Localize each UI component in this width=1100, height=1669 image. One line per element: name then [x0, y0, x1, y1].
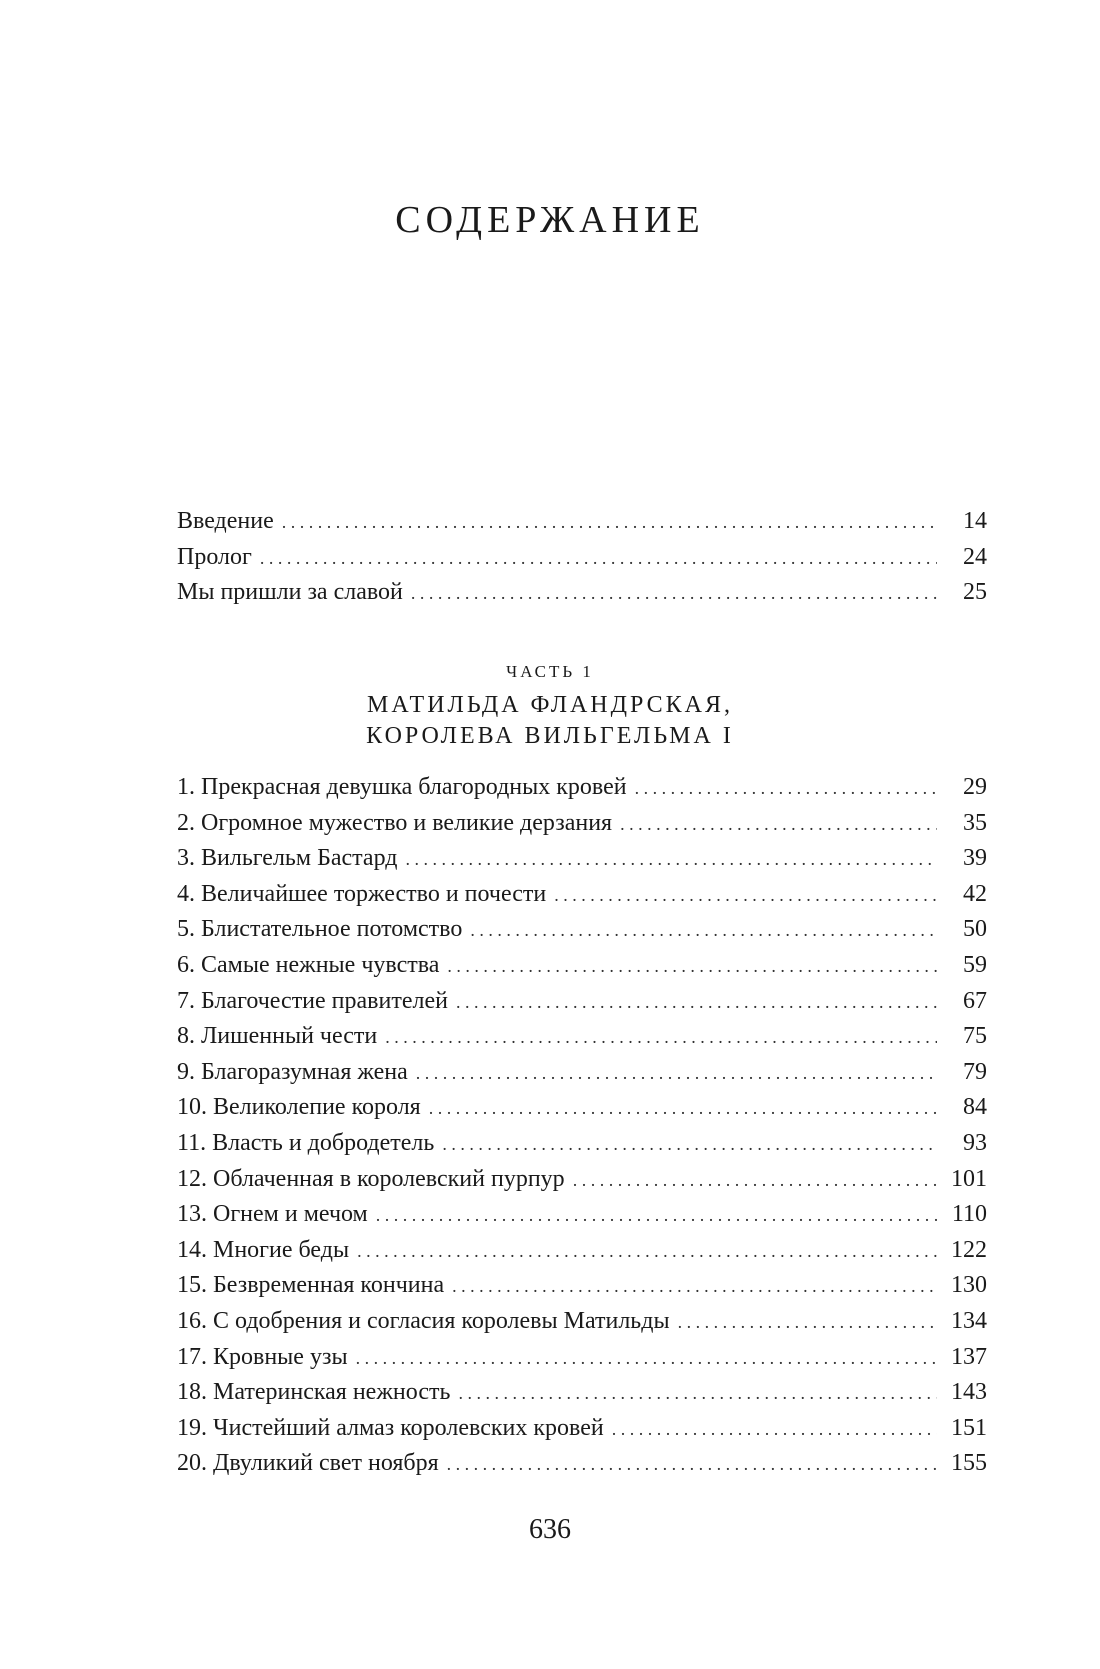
toc-entry-label: 12. Облаченная в королевский пурпур	[177, 1165, 565, 1192]
dot-leader	[458, 1376, 937, 1412]
toc-entry-page: 93	[963, 1129, 987, 1156]
toc-entry-page: 84	[963, 1094, 987, 1121]
toc-entry-label: 13. Огнем и мечом	[177, 1201, 368, 1228]
dot-leader	[405, 842, 937, 878]
toc-entry[interactable]	[177, 877, 987, 913]
page-title: СОДЕРЖАНИЕ	[395, 199, 705, 241]
toc-entry-page: 134	[951, 1307, 987, 1334]
dot-leader	[470, 913, 937, 949]
toc-entry-page: 110	[951, 1201, 987, 1228]
toc-entry-page: 122	[951, 1236, 987, 1263]
dot-leader	[376, 1198, 937, 1234]
part-header	[0, 660, 1100, 752]
toc-entry[interactable]	[177, 841, 987, 877]
toc-chapter-list	[177, 770, 987, 1482]
dot-leader	[612, 1412, 937, 1448]
toc-entry-label: 6. Самые нежные чувства	[177, 951, 440, 978]
dot-leader	[554, 878, 937, 914]
toc-entry-label: 17. Кровные узы	[177, 1343, 348, 1370]
toc-entry-page: 35	[963, 809, 987, 836]
toc-intro-list	[177, 504, 987, 611]
dot-leader	[357, 1234, 937, 1270]
toc-entry-page: 59	[963, 951, 987, 978]
toc-entry[interactable]	[177, 1304, 987, 1340]
part-title	[0, 690, 1100, 752]
toc-entry[interactable]	[177, 1233, 987, 1269]
toc-entry[interactable]	[177, 1340, 987, 1376]
dot-leader	[260, 541, 937, 577]
toc-entry[interactable]	[177, 1411, 987, 1447]
dot-leader	[385, 1020, 937, 1056]
toc-entry-page: 24	[963, 543, 987, 570]
toc-entry-page: 39	[963, 845, 987, 872]
dot-leader	[429, 1091, 937, 1127]
toc-entry-page: 130	[951, 1272, 987, 1299]
dot-leader	[356, 1341, 937, 1377]
dot-leader	[456, 985, 937, 1021]
toc-entry-page: 143	[951, 1379, 987, 1406]
toc-entry[interactable]	[177, 504, 987, 540]
toc-entry-label: 15. Безвременная кончина	[177, 1272, 445, 1299]
toc-entry-label: Пролог	[177, 543, 252, 570]
toc-entry[interactable]	[177, 1268, 987, 1304]
toc-entry-label: 18. Материнская нежность	[177, 1379, 451, 1406]
toc-entry-page: 14	[963, 508, 987, 534]
toc-entry-label: 19. Чистейший алмаз королевских кровей	[177, 1414, 604, 1441]
page-number: 636	[529, 1514, 571, 1545]
dot-leader	[416, 1056, 937, 1092]
toc-entry[interactable]	[177, 912, 987, 948]
toc-entry[interactable]	[177, 1126, 987, 1162]
dot-leader	[620, 807, 937, 843]
toc-entry-label: Введение	[177, 508, 274, 534]
dot-leader	[452, 1269, 937, 1305]
toc-entry-label: 5. Блистательное потомство	[177, 916, 463, 943]
toc-entry-page: 151	[951, 1414, 987, 1441]
toc-entry-label: 11. Власть и добродетель	[177, 1129, 435, 1156]
toc-entry[interactable]	[177, 1090, 987, 1126]
toc-entry-page: 155	[951, 1450, 987, 1477]
toc-entry[interactable]	[177, 1375, 987, 1411]
toc-entry-label: 9. Благоразумная жена	[177, 1058, 408, 1085]
toc-entry-label: 2. Огромное мужество и великие дерзания	[177, 809, 613, 836]
toc-entry-label: Мы пришли за славой	[177, 579, 403, 606]
toc-entry-page: 25	[963, 579, 987, 606]
toc-entry[interactable]	[177, 1446, 987, 1482]
toc-entry[interactable]	[177, 1162, 987, 1198]
toc-entry[interactable]	[177, 575, 987, 611]
dot-leader	[411, 576, 937, 612]
dot-leader	[442, 1127, 937, 1163]
toc-entry-label: 14. Многие беды	[177, 1236, 350, 1263]
toc-entry[interactable]	[177, 540, 987, 576]
toc-entry[interactable]	[177, 948, 987, 984]
toc-entry-label: 1. Прекрасная девушка благородных кровей	[177, 774, 627, 800]
toc-entry-page: 79	[963, 1058, 987, 1085]
toc-entry-label: 8. Лишенный чести	[177, 1023, 378, 1050]
toc-entry[interactable]	[177, 1019, 987, 1055]
toc-entry[interactable]	[177, 806, 987, 842]
toc-entry[interactable]	[177, 1055, 987, 1091]
part-title-line-2: КОРОЛЕВА ВИЛЬГЕЛЬМА I	[366, 723, 734, 749]
toc-entry[interactable]	[177, 770, 987, 806]
dot-leader	[447, 1447, 937, 1483]
toc-entry-page: 29	[963, 774, 987, 800]
toc-entry-label: 10. Великолепие короля	[177, 1094, 421, 1121]
dot-leader	[635, 771, 937, 807]
toc-entry-page: 101	[951, 1165, 987, 1192]
toc-entry-label: 3. Вильгельм Бастард	[177, 845, 398, 872]
toc-entry-page: 42	[963, 880, 987, 907]
toc-entry-page: 75	[963, 1023, 987, 1050]
toc-entry-label: 20. Двуликий свет ноября	[177, 1450, 439, 1477]
toc-entry-label: 7. Благочестие правителей	[177, 987, 448, 1014]
toc-entry-page: 67	[963, 987, 987, 1014]
toc-entry-label: 16. С одобрения и согласия королевы Матильды	[177, 1307, 670, 1334]
toc-entry-page: 50	[963, 916, 987, 943]
part-label: ЧАСТЬ 1	[506, 662, 594, 681]
toc-entry[interactable]	[177, 984, 987, 1020]
dot-leader	[573, 1163, 937, 1199]
toc-entry-label: 4. Величайшее торжество и почести	[177, 880, 547, 907]
toc-entry[interactable]	[177, 1197, 987, 1233]
dot-leader	[282, 505, 937, 541]
toc-entry-page: 137	[951, 1343, 987, 1370]
dot-leader	[678, 1305, 937, 1341]
dot-leader	[447, 949, 937, 985]
part-title-line-1: МАТИЛЬДА ФЛАНДРСКАЯ,	[366, 692, 734, 718]
